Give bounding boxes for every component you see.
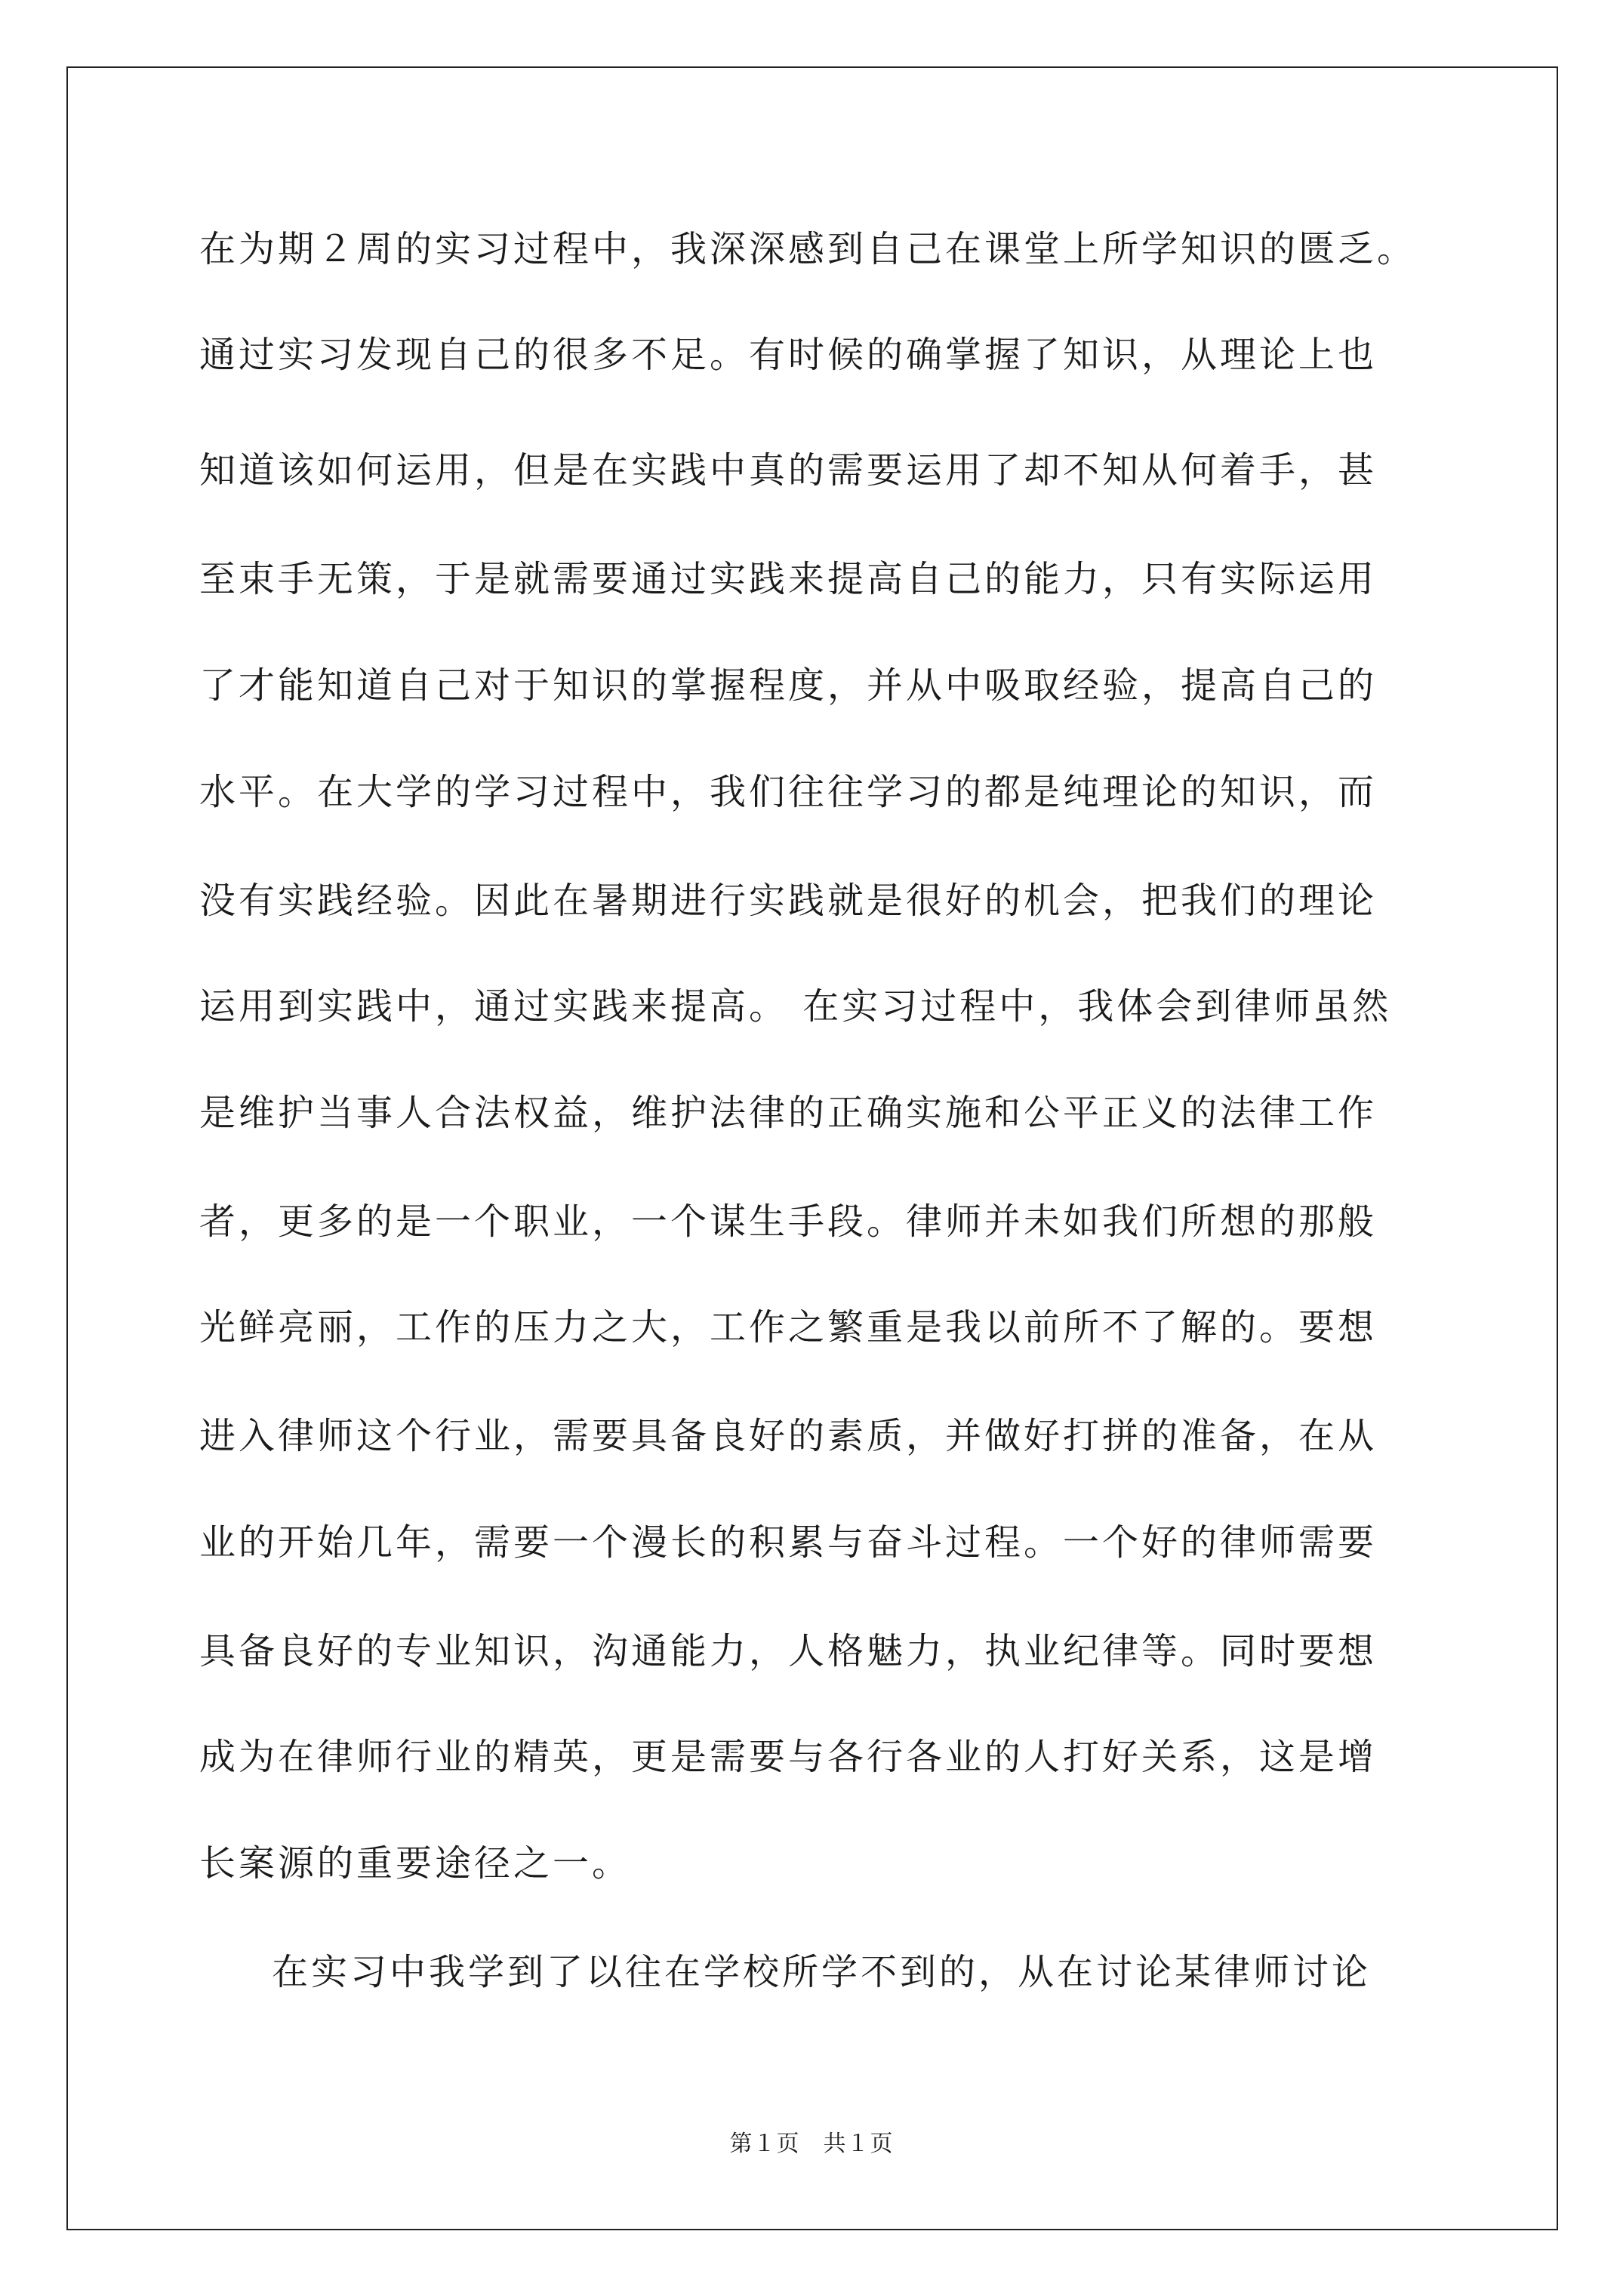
page-number-footer: 第１页 共１页 [729, 2131, 894, 2157]
body-line-6: 水平。在大学的学习过程中，我们往往学习的都是纯理论的知识，而 [199, 771, 1378, 813]
paragraph-2-first-line: 在实习中我学到了以往在学校所学不到的，从在讨论某律师讨论 [272, 1951, 1372, 1993]
body-line-5: 了才能知道自己对于知识的掌握程度，并从中吸取经验，提高自己的 [199, 664, 1378, 707]
body-line-1: 在为期２周的实习过程中，我深深感到自己在课堂上所学知识的匮乏。 [199, 228, 1417, 270]
body-line-12: 进入律师这个行业，需要具备良好的素质，并做好打拼的准备，在从 [199, 1415, 1378, 1457]
page-border [66, 66, 1558, 2230]
body-line-15: 成为在律师行业的精英，更是需要与各行各业的人打好关系，这是增 [199, 1736, 1378, 1778]
body-line-2: 通过实习发现自己的很多不足。有时候的确掌握了知识，从理论上也 [199, 334, 1378, 376]
body-line-13: 业的开始几年，需要一个漫长的积累与奋斗过程。一个好的律师需要 [199, 1521, 1378, 1564]
body-line-16: 长案源的重要途径之一。 [199, 1842, 632, 1885]
body-line-11: 光鲜亮丽，工作的压力之大，工作之繁重是我以前所不了解的。要想 [199, 1306, 1378, 1348]
body-line-3: 知道该如何运用，但是在实践中真的需要运用了却不知从何着手，甚 [199, 449, 1378, 492]
body-line-4: 至束手无策，于是就需要通过实践来提高自己的能力，只有实际运用 [199, 558, 1378, 600]
body-line-14: 具备良好的专业知识，沟通能力，人格魅力，执业纪律等。同时要想 [199, 1630, 1378, 1672]
body-line-10: 者，更多的是一个职业，一个谋生手段。律师并未如我们所想的那般 [199, 1200, 1378, 1243]
body-line-8: 运用到实践中，通过实践来提高。 在实习过程中，我体会到律师虽然 [199, 985, 1392, 1028]
body-line-7: 没有实践经验。因此在暑期进行实践就是很好的机会，把我们的理论 [199, 880, 1378, 922]
body-line-9: 是维护当事人合法权益，维护法律的正确实施和公平正义的法律工作 [199, 1092, 1378, 1134]
